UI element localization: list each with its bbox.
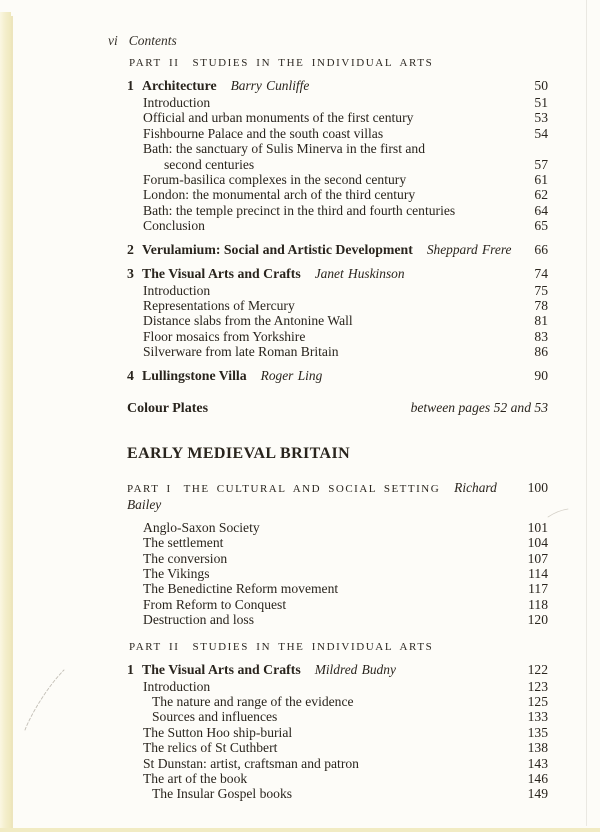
entry-label: Introduction <box>143 678 211 694</box>
entry-label: Introduction <box>143 95 211 110</box>
entry-label: The nature and range of the evidence <box>152 693 354 709</box>
toc-entry <box>127 694 548 709</box>
page-number: 83 <box>534 328 548 344</box>
chapter-number: 4 <box>127 367 134 383</box>
page-deckle-edge-left <box>0 12 11 832</box>
page-number: 143 <box>527 755 548 771</box>
toc-entry <box>127 581 548 596</box>
entry-label: The Vikings <box>143 565 210 581</box>
chapter-author: Roger Ling <box>260 367 323 383</box>
chapter-title: Verulamium: Social and Artistic Development <box>142 241 413 257</box>
part-title-text: THE CULTURAL AND SOCIAL SETTING <box>183 482 441 495</box>
part-label: PART II <box>129 640 180 653</box>
page-number: 61 <box>534 172 548 188</box>
colour-plates-note: between pages 52 and 53 <box>410 399 548 415</box>
part-inline-label <box>127 480 520 514</box>
toc-entry <box>127 126 548 141</box>
toc-entry <box>127 283 548 298</box>
toc-entry-wrapped <box>127 141 548 172</box>
chapter-number: 2 <box>127 241 134 257</box>
entry-label: Silverware from late Roman Britain <box>143 344 339 360</box>
page-number: 101 <box>527 519 548 535</box>
page-number: 53 <box>534 110 548 126</box>
toc-entry <box>127 551 548 566</box>
page-number: 146 <box>527 770 548 786</box>
part-heading <box>129 640 548 654</box>
entry-label: Anglo-Saxon Society <box>143 519 260 535</box>
page-number: 133 <box>527 709 548 725</box>
chapter-row <box>127 77 548 94</box>
entry-label: From Reform to Conquest <box>143 596 287 612</box>
toc-entry <box>127 329 548 344</box>
toc-entry <box>127 771 548 786</box>
entry-label: Fishbourne Palace and the south coast villas <box>143 125 384 141</box>
page-number: 114 <box>528 565 548 581</box>
chapter-row <box>127 241 548 258</box>
running-head <box>108 33 177 49</box>
chapter-row <box>127 367 548 384</box>
page-number: 62 <box>534 187 548 203</box>
entry-label: The Benedictine Reform movement <box>143 581 339 597</box>
page-number: 74 <box>534 265 548 281</box>
entry-label: The art of the book <box>143 770 248 786</box>
entry-label: Distance slabs from the Antonine Wall <box>143 313 353 329</box>
page-number: 104 <box>527 535 548 551</box>
toc-blocks <box>127 56 548 802</box>
chapter-label <box>127 265 526 282</box>
page-number: 118 <box>528 596 548 612</box>
entry-label: London: the monumental arch of the third century <box>143 187 416 203</box>
page-deckle-edge-bottom <box>0 828 600 832</box>
page-number: 123 <box>527 678 548 694</box>
entry-label: The Insular Gospel books <box>152 786 293 802</box>
toc-entry <box>127 344 548 359</box>
toc-entry <box>127 756 548 771</box>
toc-entry <box>127 172 548 187</box>
entry-label: The Sutton Hoo ship-burial <box>143 724 293 740</box>
part-heading-inline <box>127 480 548 514</box>
pencil-mark-small <box>546 504 570 520</box>
toc-entry <box>127 597 548 612</box>
pencil-mark-curve <box>20 664 72 738</box>
toc-entry <box>127 187 548 202</box>
toc-entry <box>127 520 548 535</box>
toc-entry <box>127 203 548 218</box>
page-number: 81 <box>534 313 548 329</box>
chapter-number: 3 <box>127 265 134 281</box>
chapter-number: 1 <box>127 661 134 677</box>
page-number: 50 <box>534 78 548 93</box>
chapter-label <box>127 241 526 258</box>
chapter-title: Architecture <box>142 78 217 93</box>
entry-label: The conversion <box>143 550 228 566</box>
page-number: 51 <box>534 95 548 110</box>
chapter-number: 1 <box>127 78 134 93</box>
part-heading <box>129 56 548 70</box>
chapter-author: Barry Cunliffe <box>230 78 310 93</box>
toc-entry <box>127 725 548 740</box>
page-number: 125 <box>527 693 548 709</box>
entry-label: Floor mosaics from Yorkshire <box>143 328 306 344</box>
entry-label: Representations of Mercury <box>143 298 295 314</box>
entry-label: Sources and influences <box>152 709 278 725</box>
entry-label: Destruction and loss <box>143 612 255 628</box>
chapter-author: Sheppard Frere <box>426 241 512 257</box>
page-number: 65 <box>534 218 548 234</box>
toc-entry <box>127 786 548 801</box>
toc-entry <box>127 110 548 125</box>
page-number: 100 <box>527 479 548 495</box>
page-number: 78 <box>534 298 548 314</box>
part-title-text: STUDIES IN THE INDIVIDUAL ARTS <box>192 640 434 653</box>
toc-entry <box>127 535 548 550</box>
page-number: 117 <box>528 581 548 597</box>
page-edge-left-line <box>11 16 13 830</box>
page-number: 54 <box>534 125 548 141</box>
chapter-title: The Visual Arts and Crafts <box>142 661 301 677</box>
page-number: 122 <box>527 661 548 677</box>
toc-entry <box>127 566 548 581</box>
entry-label: Conclusion <box>143 218 205 234</box>
page-number: 107 <box>527 550 548 566</box>
colour-plates-label: Colour Plates <box>127 400 209 416</box>
chapter-label <box>127 367 526 384</box>
toc-entry <box>127 218 548 233</box>
page-number: 86 <box>534 344 548 360</box>
toc-entry <box>127 95 548 110</box>
chapter-author: Janet Huskinson <box>314 265 405 281</box>
entry-label: The settlement <box>143 535 224 551</box>
chapter-row <box>127 661 548 678</box>
chapter-label <box>127 77 526 94</box>
page-number: 120 <box>527 612 548 628</box>
entry-label: St Dunstan: artist, craftsman and patron <box>143 755 359 771</box>
entry-label: Forum-basilica complexes in the second century <box>143 172 407 188</box>
page-number: 57 <box>534 156 548 172</box>
part-title-text: STUDIES IN THE INDIVIDUAL ARTS <box>192 57 434 69</box>
page-number: 135 <box>527 724 548 740</box>
folio-number: vi <box>108 33 118 48</box>
section-title: EARLY MEDIEVAL BRITAIN <box>127 444 351 462</box>
part-label: PART II <box>129 57 180 69</box>
chapter-label <box>127 661 520 678</box>
toc-entry <box>127 298 548 313</box>
toc-entry <box>127 313 548 328</box>
toc-entry <box>127 740 548 755</box>
entry-label: Bath: the temple precinct in the third and fourth centuries <box>143 202 456 218</box>
chapter-author: Mildred Budny <box>314 661 396 677</box>
page-number: 75 <box>534 282 548 298</box>
colour-plates-row <box>127 399 548 417</box>
part-author: Richard Bailey <box>127 479 497 512</box>
running-head-title: Contents <box>128 33 177 48</box>
toc-entry <box>127 709 548 724</box>
page-number: 66 <box>534 241 548 257</box>
entry-label-line1: Bath: the sanctuary of Sulis Minerva in the first and <box>143 141 426 157</box>
chapter-row <box>127 265 548 282</box>
toc-entry <box>127 679 548 694</box>
entry-label-line2: second centuries <box>164 156 255 172</box>
entry-label: Introduction <box>143 282 211 298</box>
toc-entry <box>127 612 548 627</box>
entry-label: Official and urban monuments of the first century <box>143 110 414 126</box>
page-number: 149 <box>527 786 548 802</box>
entry-wrap-row <box>127 157 548 172</box>
chapter-title: Lullingstone Villa <box>142 367 247 383</box>
page-number: 90 <box>534 367 548 383</box>
page-edge-right-line <box>586 0 587 826</box>
page-number: 64 <box>534 202 548 218</box>
chapter-title: The Visual Arts and Crafts <box>142 265 301 281</box>
part-label: PART I <box>127 482 172 495</box>
entry-label: The relics of St Cuthbert <box>143 740 278 756</box>
page-number: 138 <box>527 740 548 756</box>
